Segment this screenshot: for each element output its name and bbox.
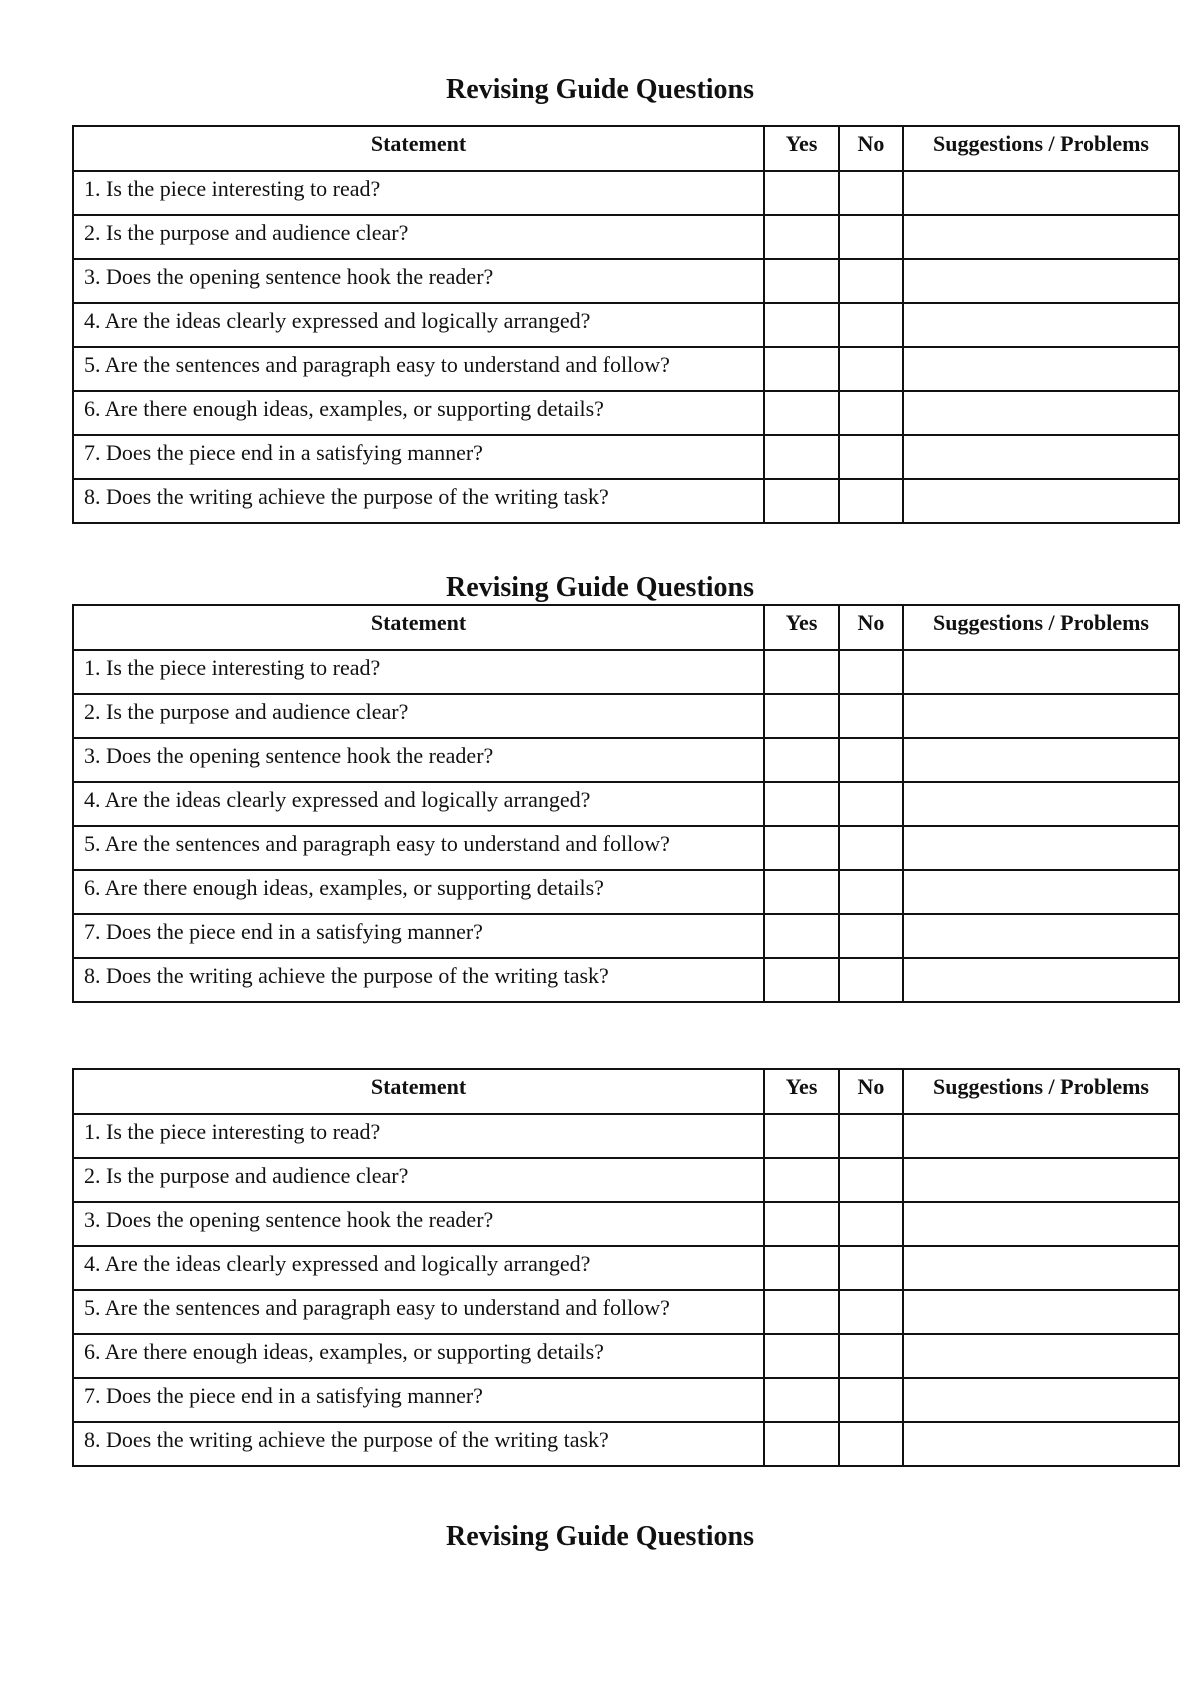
question-text: 8. Does the writing achieve the purpose of the writing task? xyxy=(73,479,764,523)
table-row xyxy=(73,1158,1179,1202)
yes-cell[interactable] xyxy=(764,914,839,958)
table-row xyxy=(73,347,1179,391)
question-text: 4. Are the ideas clearly expressed and logically arranged? xyxy=(73,1246,764,1290)
yes-cell[interactable] xyxy=(764,215,839,259)
question-text: 3. Does the opening sentence hook the reader? xyxy=(73,738,764,782)
table-row xyxy=(73,259,1179,303)
no-cell[interactable] xyxy=(839,958,903,1002)
no-cell[interactable] xyxy=(839,826,903,870)
no-cell[interactable] xyxy=(839,1334,903,1378)
yes-cell[interactable] xyxy=(764,1290,839,1334)
table-row xyxy=(73,914,1179,958)
suggestions-cell[interactable] xyxy=(903,958,1179,1002)
suggestions-cell[interactable] xyxy=(903,215,1179,259)
page-title: Revising Guide Questions xyxy=(445,572,755,603)
no-header: No xyxy=(839,126,903,171)
suggestions-cell[interactable] xyxy=(903,650,1179,694)
no-cell[interactable] xyxy=(839,782,903,826)
yes-cell[interactable] xyxy=(764,347,839,391)
question-text: 1. Is the piece interesting to read? xyxy=(73,171,764,215)
question-text: 1. Is the piece interesting to read? xyxy=(73,650,764,694)
suggestions-cell[interactable] xyxy=(903,1290,1179,1334)
no-cell[interactable] xyxy=(839,1290,903,1334)
no-cell[interactable] xyxy=(839,914,903,958)
suggestions-cell[interactable] xyxy=(903,259,1179,303)
statement-header: Statement xyxy=(73,126,764,171)
header-row xyxy=(73,1069,1179,1114)
no-cell[interactable] xyxy=(839,738,903,782)
yes-cell[interactable] xyxy=(764,1422,839,1466)
suggestions-cell[interactable] xyxy=(903,1158,1179,1202)
question-text: 5. Are the sentences and paragraph easy to understand and follow? xyxy=(73,826,764,870)
question-text: 5. Are the sentences and paragraph easy to understand and follow? xyxy=(73,347,764,391)
checklist-table xyxy=(72,1068,1180,1467)
question-text: 6. Are there enough ideas, examples, or supporting details? xyxy=(73,1334,764,1378)
question-text: 5. Are the sentences and paragraph easy to understand and follow? xyxy=(73,1290,764,1334)
yes-cell[interactable] xyxy=(764,738,839,782)
question-text: 3. Does the opening sentence hook the reader? xyxy=(73,1202,764,1246)
suggestions-header: Suggestions / Problems xyxy=(903,605,1179,650)
statement-header: Statement xyxy=(73,1069,764,1114)
table-row xyxy=(73,479,1179,523)
suggestions-cell[interactable] xyxy=(903,391,1179,435)
yes-cell[interactable] xyxy=(764,1334,839,1378)
yes-cell[interactable] xyxy=(764,1158,839,1202)
no-cell[interactable] xyxy=(839,1158,903,1202)
yes-cell[interactable] xyxy=(764,1114,839,1158)
table-row xyxy=(73,435,1179,479)
table-row xyxy=(73,1202,1179,1246)
question-text: 6. Are there enough ideas, examples, or supporting details? xyxy=(73,870,764,914)
checklist-table xyxy=(72,604,1180,1003)
suggestions-cell[interactable] xyxy=(903,738,1179,782)
question-text: 7. Does the piece end in a satisfying manner? xyxy=(73,1378,764,1422)
header-row xyxy=(73,605,1179,650)
question-text: 4. Are the ideas clearly expressed and logically arranged? xyxy=(73,303,764,347)
yes-cell[interactable] xyxy=(764,435,839,479)
suggestions-cell[interactable] xyxy=(903,1202,1179,1246)
suggestions-cell[interactable] xyxy=(903,347,1179,391)
no-header: No xyxy=(839,605,903,650)
yes-cell[interactable] xyxy=(764,1378,839,1422)
yes-cell[interactable] xyxy=(764,259,839,303)
yes-cell[interactable] xyxy=(764,782,839,826)
suggestions-header: Suggestions / Problems xyxy=(903,126,1179,171)
suggestions-cell[interactable] xyxy=(903,870,1179,914)
table-row xyxy=(73,1378,1179,1422)
yes-cell[interactable] xyxy=(764,958,839,1002)
no-cell[interactable] xyxy=(839,650,903,694)
question-text: 1. Is the piece interesting to read? xyxy=(73,1114,764,1158)
yes-cell[interactable] xyxy=(764,171,839,215)
table-row xyxy=(73,303,1179,347)
yes-cell[interactable] xyxy=(764,479,839,523)
header-row xyxy=(73,126,1179,171)
statement-header: Statement xyxy=(73,605,764,650)
suggestions-header: Suggestions / Problems xyxy=(903,1069,1179,1114)
table-row xyxy=(73,958,1179,1002)
suggestions-cell[interactable] xyxy=(903,435,1179,479)
yes-cell[interactable] xyxy=(764,303,839,347)
no-cell[interactable] xyxy=(839,1422,903,1466)
no-cell[interactable] xyxy=(839,870,903,914)
no-cell[interactable] xyxy=(839,259,903,303)
table-row xyxy=(73,782,1179,826)
page-title: Revising Guide Questions xyxy=(445,74,755,105)
table-row xyxy=(73,694,1179,738)
suggestions-cell[interactable] xyxy=(903,914,1179,958)
question-text: 2. Is the purpose and audience clear? xyxy=(73,1158,764,1202)
question-text: 4. Are the ideas clearly expressed and logically arranged? xyxy=(73,782,764,826)
table-row xyxy=(73,1114,1179,1158)
suggestions-cell[interactable] xyxy=(903,694,1179,738)
table-row xyxy=(73,1422,1179,1466)
question-text: 8. Does the writing achieve the purpose of the writing task? xyxy=(73,958,764,1002)
no-cell[interactable] xyxy=(839,215,903,259)
question-text: 2. Is the purpose and audience clear? xyxy=(73,215,764,259)
suggestions-cell[interactable] xyxy=(903,479,1179,523)
yes-header: Yes xyxy=(764,1069,839,1114)
no-cell[interactable] xyxy=(839,694,903,738)
suggestions-cell[interactable] xyxy=(903,1378,1179,1422)
no-cell[interactable] xyxy=(839,303,903,347)
no-header: No xyxy=(839,1069,903,1114)
suggestions-cell[interactable] xyxy=(903,1422,1179,1466)
no-cell[interactable] xyxy=(839,1246,903,1290)
no-cell[interactable] xyxy=(839,1114,903,1158)
yes-cell[interactable] xyxy=(764,694,839,738)
yes-cell[interactable] xyxy=(764,826,839,870)
no-cell[interactable] xyxy=(839,479,903,523)
suggestions-cell[interactable] xyxy=(903,171,1179,215)
table-row xyxy=(73,391,1179,435)
checklist-table xyxy=(72,125,1180,524)
yes-cell[interactable] xyxy=(764,1202,839,1246)
suggestions-cell[interactable] xyxy=(903,303,1179,347)
table-row xyxy=(73,215,1179,259)
table-row xyxy=(73,1334,1179,1378)
no-cell[interactable] xyxy=(839,391,903,435)
table-row xyxy=(73,1290,1179,1334)
question-text: 7. Does the piece end in a satisfying manner? xyxy=(73,435,764,479)
question-text: 8. Does the writing achieve the purpose of the writing task? xyxy=(73,1422,764,1466)
table-row xyxy=(73,738,1179,782)
yes-header: Yes xyxy=(764,605,839,650)
yes-cell[interactable] xyxy=(764,650,839,694)
no-cell[interactable] xyxy=(839,1202,903,1246)
suggestions-cell[interactable] xyxy=(903,1114,1179,1158)
suggestions-cell[interactable] xyxy=(903,1246,1179,1290)
no-cell[interactable] xyxy=(839,1378,903,1422)
yes-cell[interactable] xyxy=(764,870,839,914)
question-text: 7. Does the piece end in a satisfying manner? xyxy=(73,914,764,958)
table-row xyxy=(73,171,1179,215)
table-row xyxy=(73,650,1179,694)
no-cell[interactable] xyxy=(839,435,903,479)
no-cell[interactable] xyxy=(839,347,903,391)
table-row xyxy=(73,870,1179,914)
table-row xyxy=(73,826,1179,870)
table-row xyxy=(73,1246,1179,1290)
question-text: 2. Is the purpose and audience clear? xyxy=(73,694,764,738)
yes-cell[interactable] xyxy=(764,391,839,435)
yes-header: Yes xyxy=(764,126,839,171)
yes-cell[interactable] xyxy=(764,1246,839,1290)
suggestions-cell[interactable] xyxy=(903,826,1179,870)
page-title: Revising Guide Questions xyxy=(445,1521,755,1552)
suggestions-cell[interactable] xyxy=(903,782,1179,826)
suggestions-cell[interactable] xyxy=(903,1334,1179,1378)
question-text: 6. Are there enough ideas, examples, or supporting details? xyxy=(73,391,764,435)
no-cell[interactable] xyxy=(839,171,903,215)
question-text: 3. Does the opening sentence hook the reader? xyxy=(73,259,764,303)
